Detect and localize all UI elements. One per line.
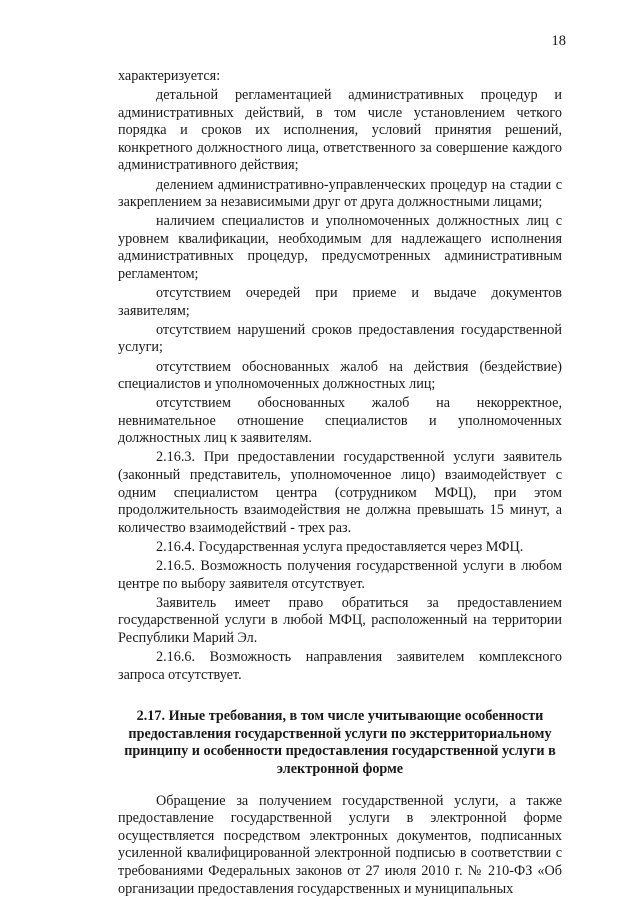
- paragraph: 2.16.5. Возможность получения государственной услуги в любом центре по выбору заявителя отсутствует.: [118, 558, 562, 592]
- paragraph: Обращение за получением государственной услуги, а также предоставление государственной услуги в электронной форме осуществляется посредством электронных документов, подписанных усиленной квалифицированной электронной подписью в соответствии с требованиями Федеральных законов от 27 июля 2010 г. № 210-ФЗ «Об организации предоставления государственных и муниципальных: [118, 792, 562, 897]
- paragraph: 2.16.6. Возможность направления заявителем комплексного запроса отсутствует.: [118, 649, 562, 683]
- paragraph: делением административно-управленческих процедур на стадии с закреплением за независимыми друг от друга должностными лицами;: [118, 176, 562, 211]
- paragraph: 2.16.3. При предоставлении государственной услуги заявитель (законный представитель, уполномоченное лицо) взаимодействует с одним специалистом центра (сотрудником МФЦ), при этом продолжительность взаимодействия не должна превышать 15 минут, а количество взаимодействий - трех раз.: [118, 449, 562, 536]
- paragraph: детальной регламентацией административных процедур и административных действий, в том числе установлением четкого порядка и сроков их исполнения, условий принятия решений, конкретного должностного лица, ответственного за совершение каждого административного действия;: [118, 87, 562, 174]
- page-number: 18: [551, 33, 566, 49]
- paragraph-group-top: [118, 68, 562, 684]
- paragraph: наличием специалистов и уполномоченных должностных лиц с уровнем квалификации, необходимым для надлежащего исполнения административных процедур, предусмотренных административным регламентом;: [118, 213, 562, 283]
- paragraph: характеризуется:: [118, 68, 221, 84]
- page-content: [118, 68, 562, 900]
- paragraph: Заявитель имеет право обратиться за предоставлением государственной услуги в любой МФЦ, расположенный на территории Республики Марий Эл.: [118, 594, 562, 646]
- paragraph: отсутствием обоснованных жалоб на действия (бездействие) специалистов и уполномоченных должностных лиц;: [118, 358, 562, 393]
- paragraph: отсутствием обоснованных жалоб на некорректное, невнимательное отношение специалистов и уполномоченных должностных лиц к заявителям.: [118, 395, 562, 447]
- paragraph: 2.16.4. Государственная услуга предоставляется через МФЦ.: [156, 538, 524, 555]
- paragraph: отсутствием нарушений сроков предоставления государственной услуги;: [118, 321, 562, 356]
- paragraph: отсутствием очередей при приеме и выдаче документов заявителям;: [118, 285, 562, 319]
- section-heading: 2.17. Иные требования, в том числе учитывающие особенности предоставления государственной услуги по экстерриториальному принципу и особенности предоставления государственной услуги в электронной форме: [124, 708, 556, 777]
- paragraph-group-bottom: [118, 793, 562, 899]
